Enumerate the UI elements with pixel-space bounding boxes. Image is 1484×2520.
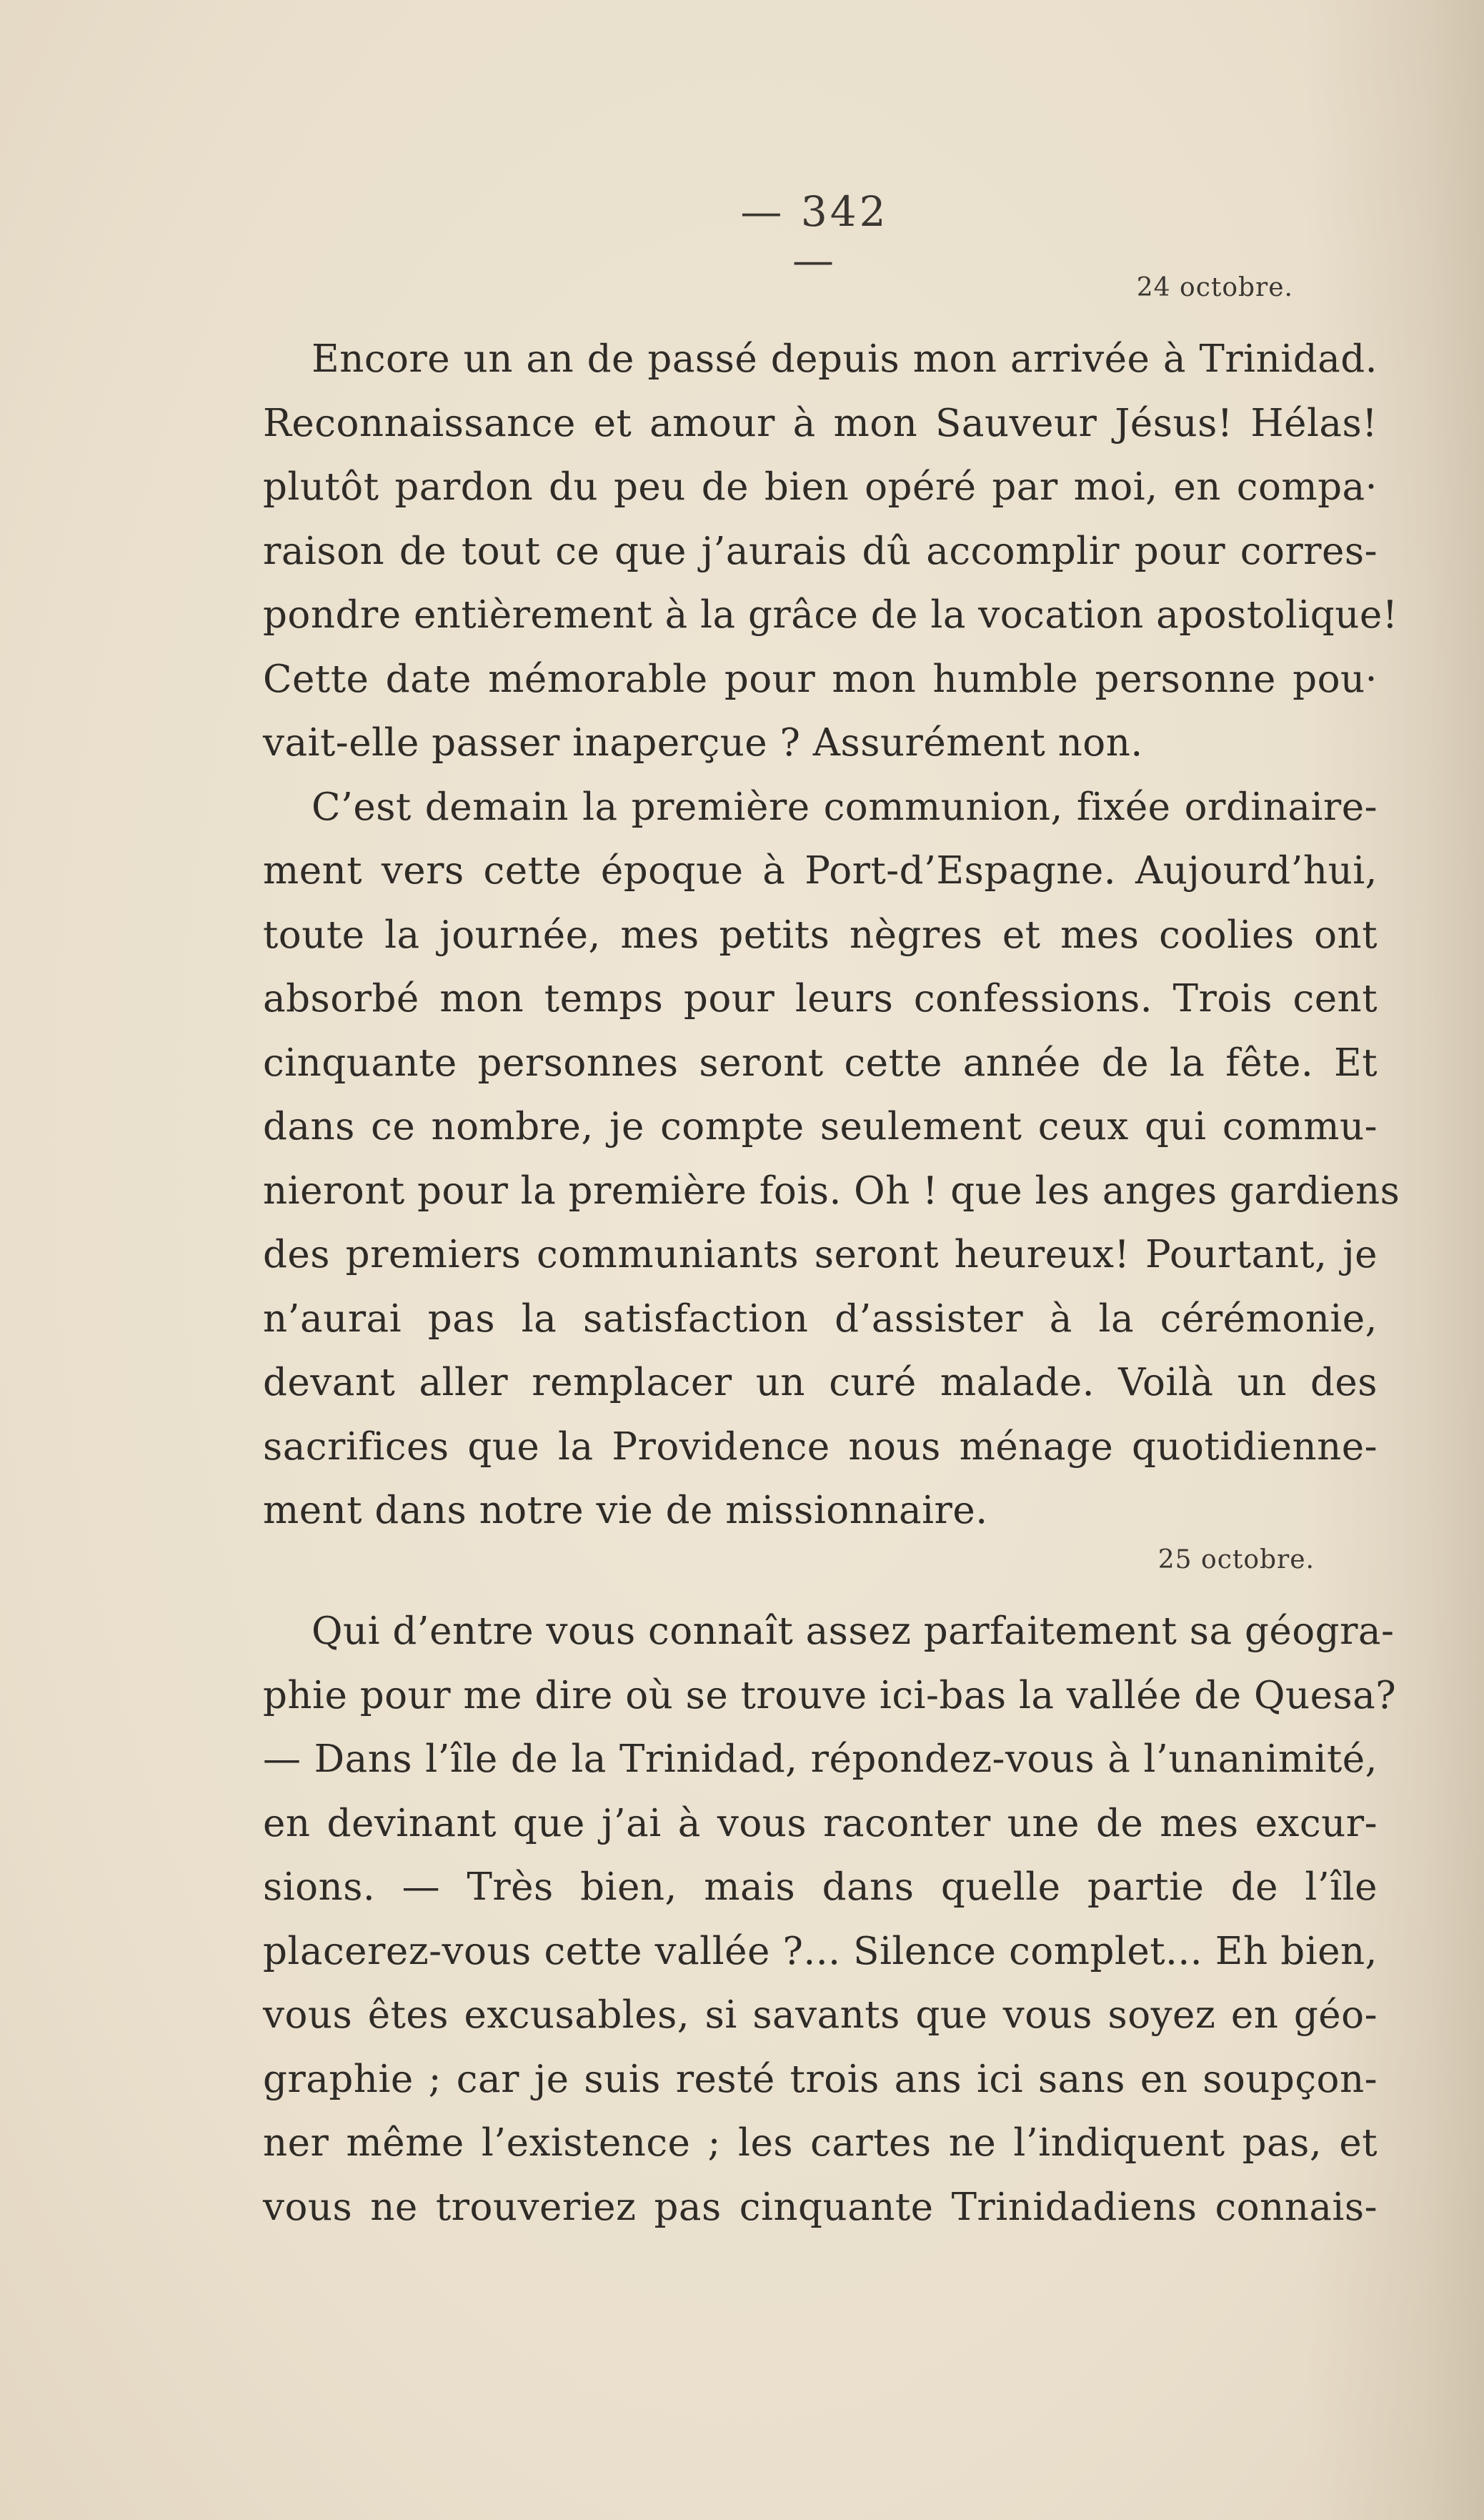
text-line: C’est demain la première communion, fixée ordinaire- <box>312 785 1378 829</box>
text-line: toute la journée, mes petits nègres et mes coolies ont <box>263 913 1378 957</box>
text-line: ment dans notre vie de missionnaire. <box>263 1489 988 1532</box>
text-line: raison de tout ce que j’aurais dû accomplir pour corres- <box>263 529 1378 573</box>
entry-text <box>263 1599 1397 2239</box>
text-line: plutôt pardon du peu de bien opéré par moi, en compa· <box>263 465 1378 509</box>
text-line: ment vers cette époque à Port-d’Espagne. Aujourd’hui, <box>263 849 1378 893</box>
text-line: — Dans l’île de la Trinidad, répondez-vous à l’unanimité, <box>263 1737 1378 1781</box>
text-line: graphie ; car je suis resté trois ans ici sans en soupçon- <box>263 2057 1378 2101</box>
text-line: sions. — Très bien, mais dans quelle partie de l’île <box>263 1865 1378 1909</box>
text-line: vait-elle passer inaperçue ? Assurément non. <box>263 721 1143 765</box>
text-line: Cette date mémorable pour mon humble personne pou· <box>263 657 1378 701</box>
text-line: vous ne trouveriez pas cinquante Trinidadiens connais- <box>263 2185 1378 2229</box>
text-line: ner même l’existence ; les cartes ne l’indiquent pas, et <box>263 2121 1378 2165</box>
entry-date: 25 octobre. <box>1157 1545 1315 1574</box>
entry-text <box>263 327 1400 1543</box>
text-line: Reconnaissance et amour à mon Sauveur Jésus! Hélas! <box>263 401 1378 445</box>
page-number: — 342 — <box>740 187 889 284</box>
text-line: cinquante personnes seront cette année de la fête. Et <box>263 1041 1378 1085</box>
text-line: placerez-vous cette vallée ?... Silence complet... Eh bien, <box>263 1929 1378 1973</box>
text-line: n’aurai pas la satisfaction d’assister à la cérémonie, <box>263 1296 1378 1341</box>
text-line: Qui d’entre vous connaît assez parfaitement sa géogra- <box>312 1609 1395 1653</box>
text-line: dans ce nombre, je compte seulement ceux qui commu- <box>263 1105 1378 1149</box>
text-line: phie pour me dire où se trouve ici-bas la vallée de Quesa? <box>263 1673 1397 1717</box>
text-line: devant aller remplacer un curé malade. Voilà un des <box>263 1361 1378 1404</box>
text-line: sacrifices que la Providence nous ménage quotidienne- <box>263 1424 1378 1469</box>
text-line: des premiers communiants seront heureux! Pourtant, je <box>263 1233 1378 1276</box>
entry-date: 24 octobre. <box>1136 273 1293 302</box>
text-line: vous êtes excusables, si savants que vous soyez en géo- <box>263 1993 1378 2037</box>
text-line: pondre entièrement à la grâce de la vocation apostolique! <box>263 593 1398 637</box>
text-line: Encore un an de passé depuis mon arrivée à Trinidad. <box>312 337 1378 381</box>
text-line: absorbé mon temps pour leurs confessions. Trois cent <box>263 977 1378 1021</box>
text-line: en devinant que j’ai à vous raconter une de mes excur- <box>263 1801 1378 1845</box>
text-line: nieront pour la première fois. Oh ! que les anges gardiens <box>263 1169 1400 1213</box>
